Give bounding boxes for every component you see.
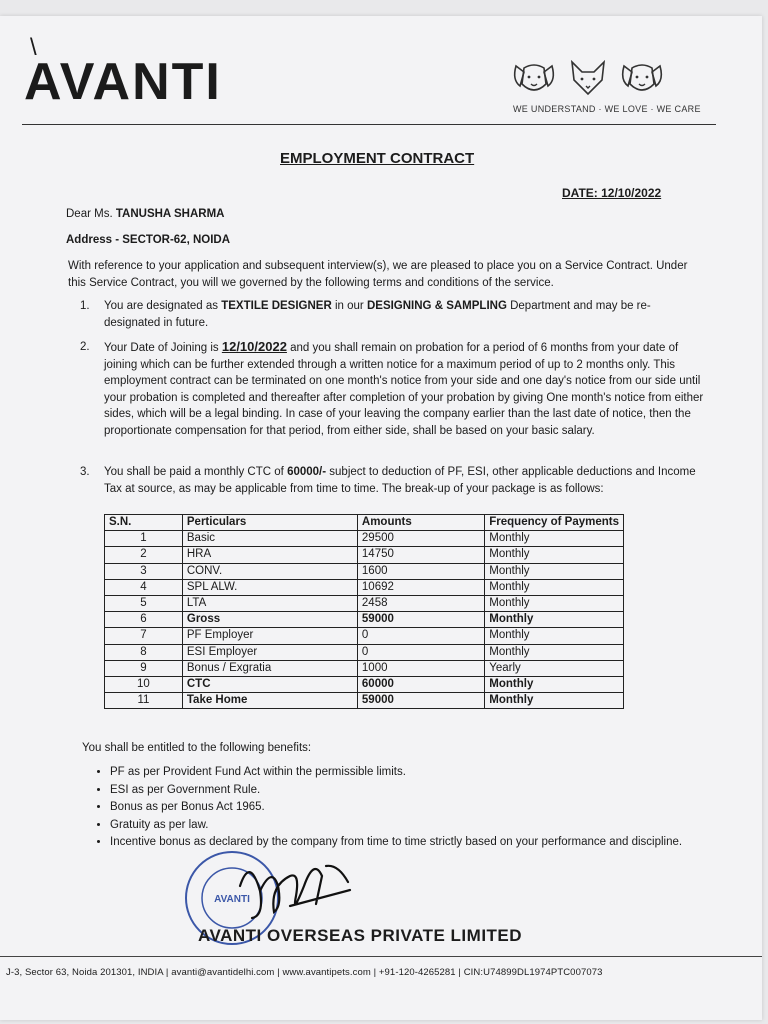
particular-cell: CONV. <box>182 563 357 579</box>
amount-cell: 59000 <box>357 693 484 709</box>
clause-text: subject to deduction of PF, ESI, other applicable deductions and Income Tax at source, as may be applicable from time to time. The break-up of your package is as follows: <box>104 466 696 495</box>
joining-date: 12/10/2022 <box>221 339 287 354</box>
dog-icon <box>618 58 666 98</box>
amount-cell: 29500 <box>357 531 484 547</box>
sn-cell: 3 <box>105 563 183 579</box>
header-divider <box>22 124 716 125</box>
salutation <box>66 206 224 223</box>
clause-text: and you shall remain on probation for a period of 6 months from your date of joining which can be further extended through a written notice for a maximum period of up to 2 months only. This employment contract can be terminated on one month's notice from your side and one day's notice from our side until your probation is completed and thereafter after completion of your probation by giving One month's notice from either sides, which will be a legal binding. In case of your leaving the company earlier than the last date of notice, then the proportionate compensation for that period, from either side, shall be based on your basic salary. <box>104 342 704 437</box>
particular-cell: Bonus / Exgratia <box>182 660 357 676</box>
table-row <box>105 531 624 547</box>
footer-contact: J-3, Sector 63, Noida 201301, INDIA | avanti@avantidelhi.com | www.avantipets.com | +91-120-4265281 | CIN:U74899DL1974PTC007073 <box>6 967 603 978</box>
intro-paragraph: With reference to your application and subsequent interview(s), we are pleased to place you on a Service Contract. Under this Service Contract, you will we governed by the following terms and conditions of the service. <box>68 260 688 289</box>
document-date: DATE: 12/10/2022 <box>562 186 662 200</box>
amount-cell: 2458 <box>357 596 484 612</box>
clause-text: You are designated as <box>104 300 219 312</box>
particular-cell: Take Home <box>182 693 357 709</box>
company-name: AVANTI OVERSEAS PRIVATE LIMITED <box>198 926 523 945</box>
clause-number: 2. <box>80 341 90 353</box>
document-title: EMPLOYMENT CONTRACT <box>280 150 475 167</box>
benefits-heading: You shall be entitled to the following benefits: <box>82 742 312 754</box>
frequency-cell: Monthly <box>485 531 624 547</box>
table-row <box>105 693 624 709</box>
table-body <box>105 531 624 709</box>
svg-text:AVANTI: AVANTI <box>214 894 250 905</box>
sn-cell: 9 <box>105 660 183 676</box>
clause-text: You shall be paid a monthly CTC of <box>104 466 284 478</box>
company-logo: AVANTI <box>24 53 222 111</box>
particular-cell: HRA <box>182 547 357 563</box>
salutation-prefix: Dear Ms. <box>66 208 113 220</box>
benefits-list <box>90 764 730 852</box>
table-row <box>105 547 624 563</box>
list-item: • ESI as per Government Rule. <box>110 782 730 800</box>
particular-cell: Basic <box>182 531 357 547</box>
clause-number: 3. <box>80 466 90 478</box>
clause-text: Department and may be re-designated in future. <box>104 300 651 329</box>
frequency-cell: Monthly <box>485 644 624 660</box>
frequency-cell: Monthly <box>485 563 624 579</box>
sn-cell: 4 <box>105 579 183 595</box>
fox-icon <box>564 58 612 98</box>
clause-joining <box>80 339 706 439</box>
amount-cell: 0 <box>357 644 484 660</box>
recipient-address: Address - SECTOR-62, NOIDA <box>66 234 231 246</box>
salary-breakup-table <box>104 514 624 709</box>
amount-cell: 1600 <box>357 563 484 579</box>
frequency-cell: Monthly <box>485 677 624 693</box>
frequency-cell: Monthly <box>485 628 624 644</box>
table-row <box>105 628 624 644</box>
designation: TEXTILE DESIGNER <box>221 300 332 312</box>
list-item: • Incentive bonus as declared by the company from time to time strictly based on your performance and discipline. <box>110 834 730 852</box>
frequency-cell: Monthly <box>485 693 624 709</box>
table-header-row <box>105 515 624 531</box>
frequency-cell: Monthly <box>485 547 624 563</box>
column-header: Frequency of Payments <box>485 515 624 531</box>
column-header: Perticulars <box>182 515 357 531</box>
particular-cell: Gross <box>182 612 357 628</box>
list-item: • Gratuity as per law. <box>110 817 730 835</box>
footer-divider <box>0 956 762 957</box>
department: DESIGNING & SAMPLING <box>366 300 507 312</box>
column-header: Amounts <box>357 515 484 531</box>
particular-cell: ESI Employer <box>182 644 357 660</box>
table-row <box>105 644 624 660</box>
table-row <box>105 677 624 693</box>
amount-cell: 10692 <box>357 579 484 595</box>
particular-cell: PF Employer <box>182 628 357 644</box>
amount-cell: 1000 <box>357 660 484 676</box>
column-header: S.N. <box>105 515 183 531</box>
sn-cell: 8 <box>105 644 183 660</box>
list-item: • Bonus as per Bonus Act 1965. <box>110 799 730 817</box>
sn-cell: 2 <box>105 547 183 563</box>
amount-cell: 14750 <box>357 547 484 563</box>
table-row <box>105 563 624 579</box>
particular-cell: LTA <box>182 596 357 612</box>
amount-cell: 60000 <box>357 677 484 693</box>
clause-text: in our <box>334 300 364 312</box>
dog-icon <box>510 58 558 98</box>
table-row <box>105 579 624 595</box>
signature <box>230 846 360 936</box>
sn-cell: 1 <box>105 531 183 547</box>
clause-text: Your Date of Joining is <box>104 342 219 354</box>
sn-cell: 11 <box>105 693 183 709</box>
table-row <box>105 596 624 612</box>
frequency-cell: Monthly <box>485 579 624 595</box>
table-row <box>105 612 624 628</box>
frequency-cell: Yearly <box>485 660 624 676</box>
particular-cell: CTC <box>182 677 357 693</box>
clause-salary <box>80 464 706 497</box>
particular-cell: SPL ALW. <box>182 579 357 595</box>
logo-mark: \ <box>30 34 37 61</box>
sn-cell: 7 <box>105 628 183 644</box>
clause-number: 1. <box>80 300 90 312</box>
clause-designation <box>80 298 706 331</box>
table-row <box>105 660 624 676</box>
frequency-cell: Monthly <box>485 596 624 612</box>
list-item: • PF as per Provident Fund Act within the permissible limits. <box>110 764 730 782</box>
tagline: WE UNDERSTAND · WE LOVE · WE CARE <box>513 104 701 114</box>
ctc-amount: 60000/- <box>287 466 327 478</box>
amount-cell: 0 <box>357 628 484 644</box>
sn-cell: 6 <box>105 612 183 628</box>
frequency-cell: Monthly <box>485 612 624 628</box>
pet-icons <box>510 58 666 98</box>
amount-cell: 59000 <box>357 612 484 628</box>
recipient-name: TANUSHA SHARMA <box>115 208 225 220</box>
sn-cell: 5 <box>105 596 183 612</box>
sn-cell: 10 <box>105 677 183 693</box>
